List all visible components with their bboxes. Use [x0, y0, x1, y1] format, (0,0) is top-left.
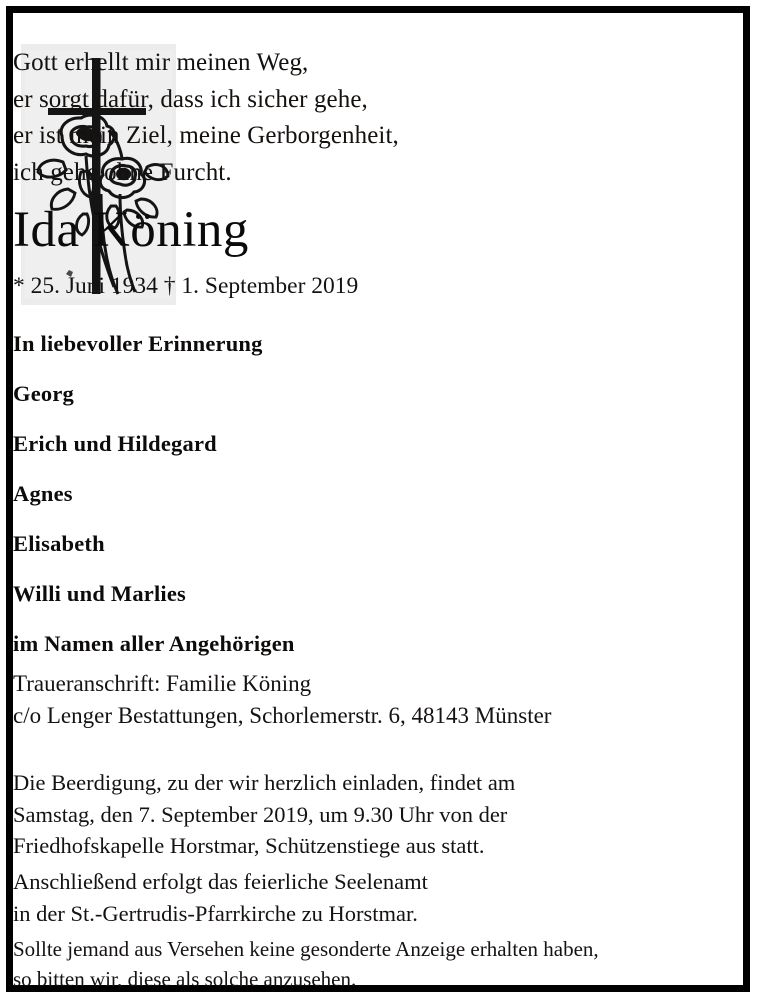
notice-inner-area	[13, 13, 743, 991]
burial-line-3: Friedhofskapelle Horstmar, Schützenstiege aus statt.	[13, 833, 485, 858]
memorial-verse	[13, 45, 743, 191]
verse-line-1: Gott erhellt mir meinen Weg,	[13, 49, 309, 76]
condolence-address	[13, 668, 743, 732]
verse-line-4: ich gehe ohne Furcht.	[13, 158, 232, 186]
mourner-entry: im Namen aller Angehörigen	[13, 631, 295, 656]
burial-line-2: Samstag, den 7. September 2019, um 9.30 Uhr von der	[13, 801, 508, 827]
deceased-name: Ida Köning	[13, 202, 249, 258]
mourner-entry: Elisabeth	[13, 531, 105, 556]
mourner-entry: Agnes	[13, 481, 73, 506]
life-dates: * 25. Juni 1934 † 1. September 2019	[13, 273, 359, 299]
apology-line-2: so bitten wir, diese als solche anzusehen.	[13, 967, 357, 991]
verse-line-2: er sorgt dafür, dass ich sicher gehe,	[13, 85, 368, 113]
mourner-entry: Willi und Marlies	[13, 581, 187, 606]
apology-line-1: Sollte jemand aus Versehen keine gesonderte Anzeige erhalten haben,	[13, 937, 599, 961]
apology-note	[13, 934, 743, 994]
notice-border-frame	[6, 6, 750, 992]
burial-line-1: Die Beerdigung, zu der wir herzlich einladen, findet am	[13, 770, 516, 795]
mourner-entry: Erich und Hildegard	[13, 431, 217, 456]
mass-line-2: in der St.-Gertrudis-Pfarrkirche zu Horstmar.	[13, 900, 418, 926]
burial-details	[13, 767, 743, 862]
address-line-2: c/o Lenger Bestattungen, Schorlemerstr. 6, 48143 Münster	[13, 703, 552, 728]
mourners-list	[13, 329, 743, 679]
mourner-entry: Georg	[13, 381, 74, 406]
requiem-mass-details	[13, 866, 743, 929]
mourners-heading: In liebevoller Erinnerung	[13, 331, 263, 356]
mass-line-1: Anschließend erfolgt das feierliche Seelenamt	[13, 869, 428, 894]
address-line-1: Traueranschrift: Familie Köning	[13, 671, 312, 696]
verse-line-3: er ist mein Ziel, meine Gerborgenheit,	[13, 122, 399, 149]
